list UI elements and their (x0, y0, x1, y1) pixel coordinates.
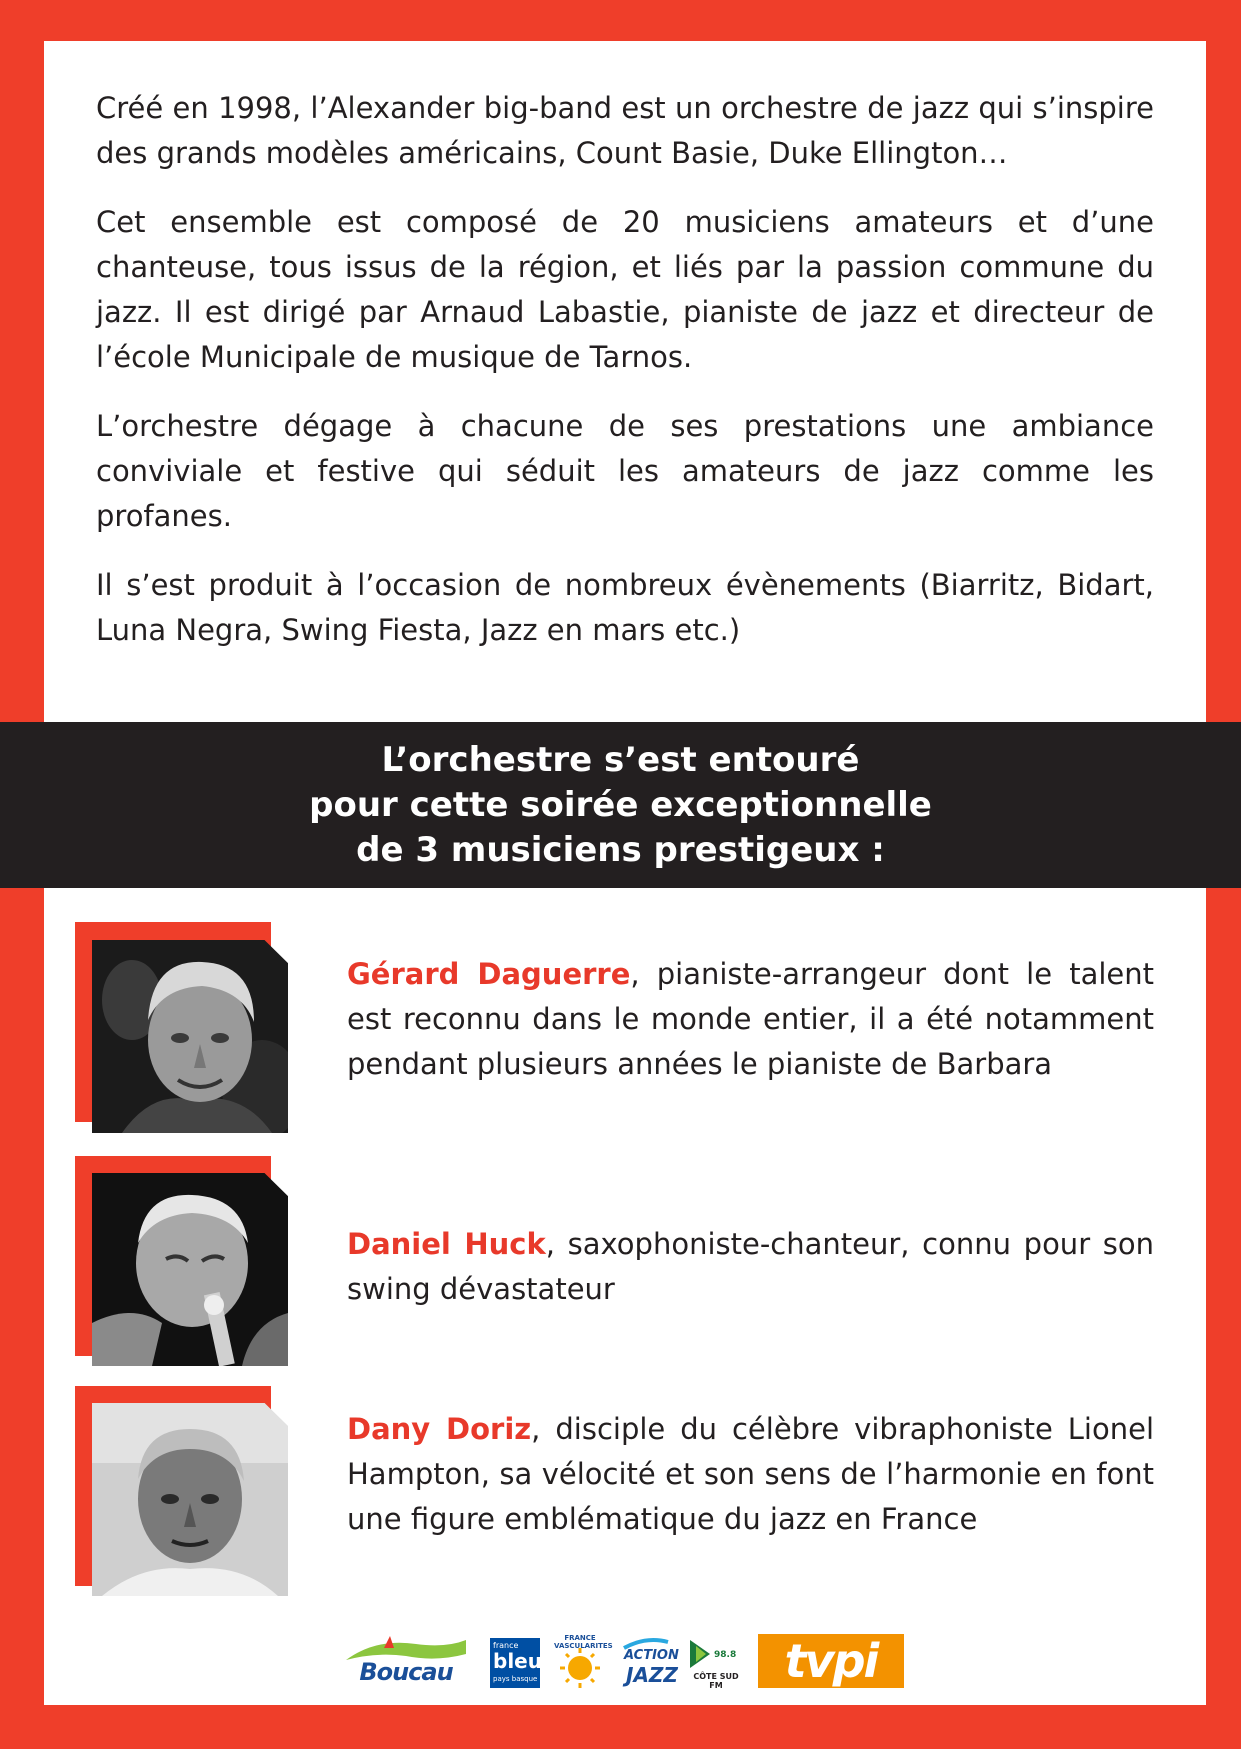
cote-sud-name: CÔTE SUD FM (693, 1672, 739, 1690)
intro-paragraph-4: Il s’est produit à l’occasion de nombreux évènements (Biarritz, Bidart, Luna Negra, Swing Fiesta, Jazz en mars etc.) (96, 568, 1154, 647)
banner-line-1: L’orchestre s’est entouré (381, 739, 860, 780)
intro-paragraph-1: Créé en 1998, l’Alexander big-band est un orchestre de jazz qui s’inspire des grands modèles américains, Count Basie, Duke Ellington… (96, 91, 1154, 170)
banner-line-2: pour cette soirée exceptionnelle (309, 784, 932, 825)
bio-daniel-huck (347, 1222, 1154, 1312)
musician-description: , saxophoniste-chanteur, connu pour son swing dévastateur (347, 1227, 1155, 1306)
portrait-gerard-daguerre (92, 940, 288, 1133)
musicians-banner (0, 722, 1241, 888)
france-bleu-sub: pays basque (493, 1675, 538, 1683)
musician-description: , pianiste-arrangeur dont le talent est reconnu dans le monde entier, il a été notamment pendant plusieurs années le pianiste de Barbara (347, 957, 1154, 1081)
cote-sud-frequency: 98.8 (714, 1650, 737, 1660)
intro-text (96, 86, 1154, 677)
portrait-dany-doriz (92, 1403, 288, 1596)
logo-france-vascularites (554, 1634, 613, 1690)
intro-paragraph-3: L’orchestre dégage à chacune de ses prestations une ambiance conviviale et festive qui séduit les amateurs de jazz comme les profanes. (96, 409, 1154, 533)
tvpi-wordmark: tvpi (784, 1634, 878, 1688)
action-jazz-main: JAZZ (626, 1663, 678, 1687)
sun-icon (554, 1646, 606, 1690)
signal-icon (686, 1636, 716, 1670)
logo-tvpi (758, 1634, 904, 1688)
action-jazz-top: ACTION (624, 1648, 679, 1663)
logo-cote-sud-fm (686, 1636, 746, 1690)
france-bleu-top: france (493, 1641, 519, 1650)
musician-name: Daniel Huck (347, 1227, 546, 1261)
musician-name: Dany Doriz (347, 1412, 532, 1446)
musician-name: Gérard Daguerre (347, 957, 631, 991)
intro-paragraph-2: Cet ensemble est composé de 20 musiciens amateurs et d’une chanteuse, tous issus de la région, et liés par la passion commune du jazz. Il est dirigé par Arnaud Labastie, pianiste de jazz et directeur de l’école Municipale de musique de Tarnos. (96, 205, 1154, 374)
logo-action-jazz (620, 1636, 679, 1690)
bio-dany-doriz (347, 1407, 1154, 1542)
france-vascularites-text: FRANCE VASCULARITES (554, 1634, 613, 1650)
logo-france-bleu (490, 1638, 540, 1688)
logo-boucau (336, 1634, 476, 1692)
banner-line-3: de 3 musiciens prestigeux : (356, 829, 885, 870)
bio-gerard-daguerre (347, 952, 1154, 1087)
boucau-wordmark: Boucau (359, 1658, 453, 1686)
portrait-daniel-huck (92, 1173, 288, 1366)
france-bleu-main: bleu (493, 1649, 542, 1673)
musician-description: , disciple du célèbre vibraphoniste Lionel Hampton, sa vélocité et son sens de l’harmonie en font une figure emblématique du jazz en France (347, 1412, 1155, 1536)
